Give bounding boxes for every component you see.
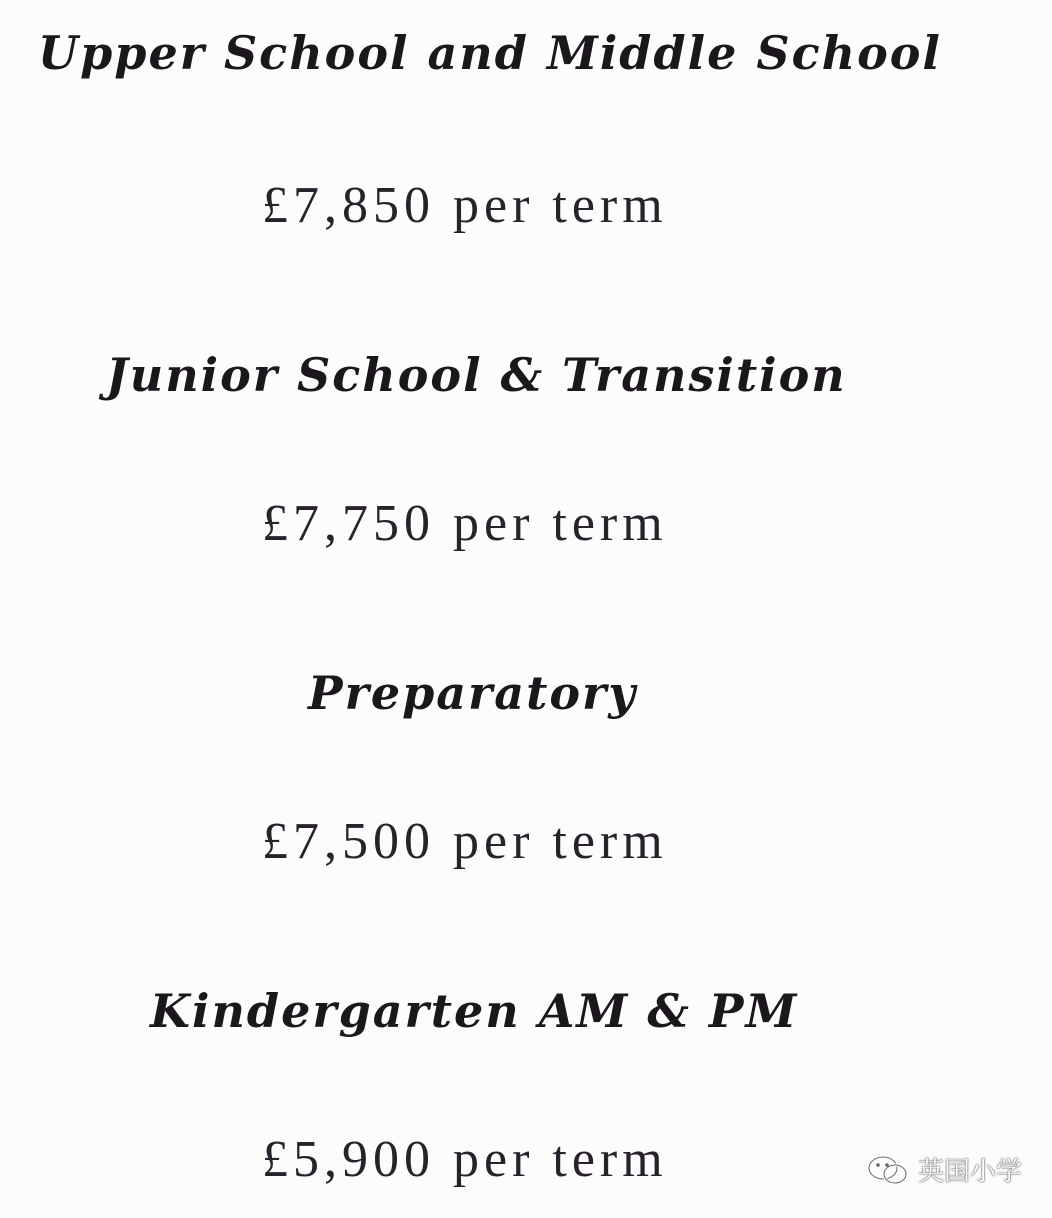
fee-kindergarten: £5,900 per term [262,1131,668,1188]
section-heading-preparatory: Preparatory [308,666,637,720]
section-heading-junior-school-transition: Junior School & Transition [106,348,847,402]
fee-upper-middle-school: £7,850 per term [262,177,668,234]
fee-preparatory: £7,500 per term [262,813,668,870]
section-heading-kindergarten: Kindergarten AM & PM [150,984,799,1038]
section-heading-upper-middle-school: Upper School and Middle School [38,26,942,80]
fee-junior-school-transition: £7,750 per term [262,495,668,552]
wechat-icon [866,1153,910,1187]
watermark-text: 英国小学 [917,1157,1022,1187]
watermark [866,1151,1022,1188]
